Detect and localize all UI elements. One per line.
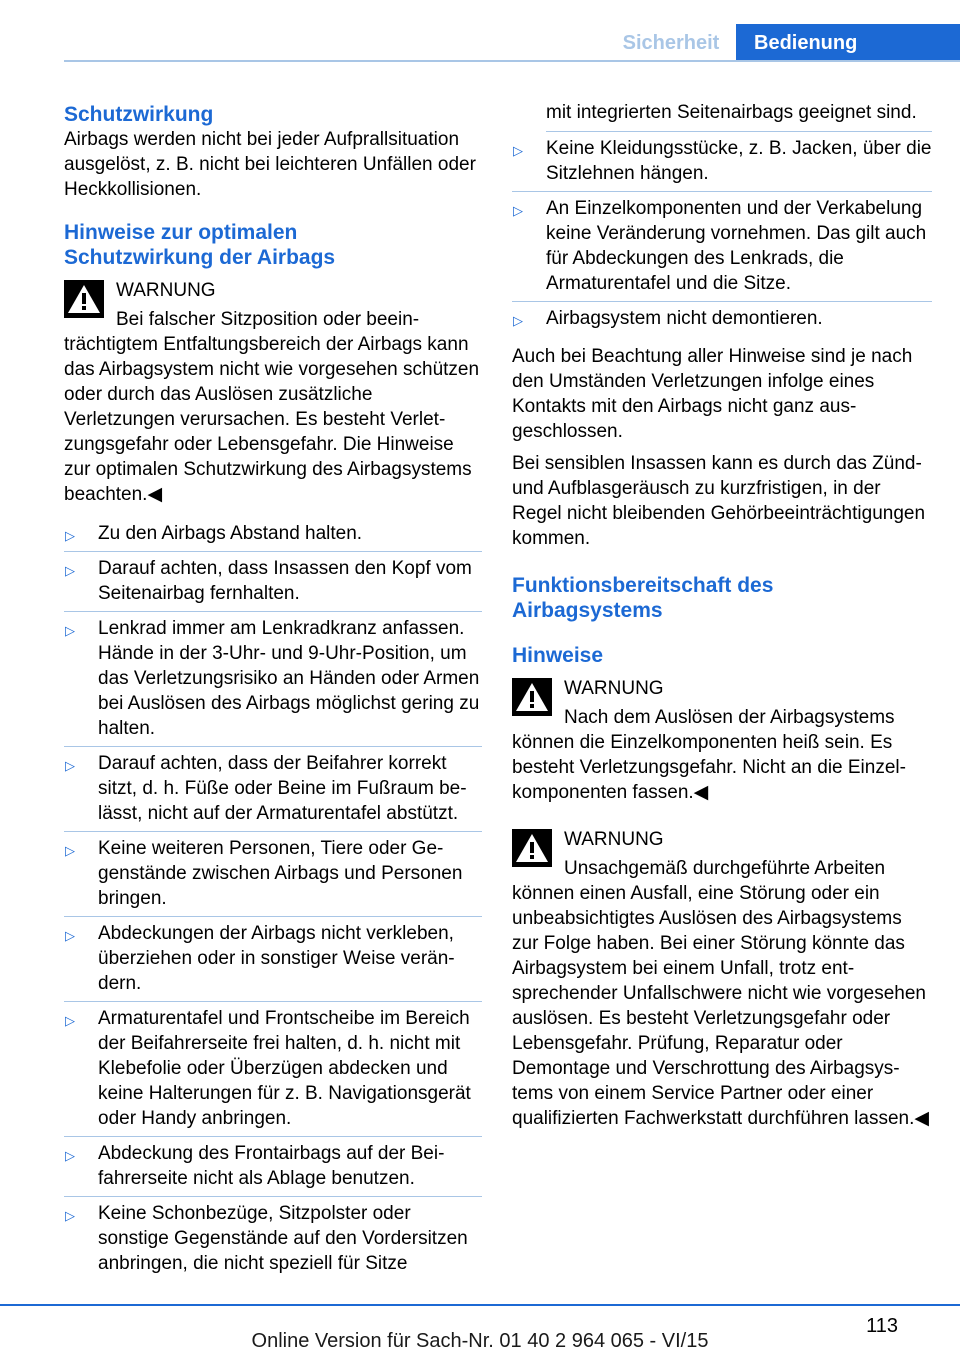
right-column: [512, 100, 932, 1135]
list-item-text: An Einzelkomponenten und der Verkabelung keine Veränderung vornehmen. Das gilt auch für Abdeckungen des Lenkrads, die Armaturentafel und die Sitze.: [546, 198, 927, 294]
list-continuation: mit integrierten Seitenairbags geeignet sind.: [546, 100, 932, 132]
list-item-text: Abdeckung des Frontairbags auf der Beifahrerseite nicht als Ablage benutzen.: [98, 1143, 445, 1189]
list-item: [64, 1002, 482, 1137]
list-item-text: Darauf achten, dass Insassen den Kopf vom Seitenairbag fernhalten.: [98, 558, 472, 604]
list-item-text: Zu den Airbags Abstand halten.: [98, 523, 363, 544]
list-item-text: Lenkrad immer am Lenkradkranz anfassen. Hände in der 3-Uhr- und 9-Uhr-Position, um das Verletzungsrisiko an Händen oder Armen bei Auslösen des Airbags möglichst gering zu halten.: [98, 618, 480, 739]
list-item-text: Abdeckungen der Airbags nicht verkleben, überziehen oder in sonstiger Weise verändern.: [98, 923, 455, 994]
list-item: [64, 552, 482, 612]
online-version-text: Online Version für Sach-Nr. 01 40 2 964 065 - VI/15: [251, 1330, 709, 1352]
list-item-text: Airbagsystem nicht demontieren.: [546, 308, 823, 329]
list-item: [512, 192, 932, 302]
list-item: [512, 132, 932, 192]
hinweise-optimal-heading: [64, 220, 482, 270]
triangle-bullet-icon: ▷: [65, 563, 75, 578]
heading-line-1: Funktionsbereitschaft des: [512, 574, 774, 597]
heading-line-1: Hinweise zur optimalen: [64, 221, 298, 244]
warning-icon: [512, 829, 552, 867]
warning-icon: [512, 678, 552, 716]
heading-line-2: Airbagsystems: [512, 599, 663, 622]
list-item-text: Darauf achten, dass der Beifahrer korrekt sitzt, d. h. Füße oder Beine im Fußraum belässt, nicht auf der Armaturentafel abstützt.: [98, 753, 467, 824]
warning-text: können die Einzelkomponenten heiß sein. Es besteht Verletzungsgefahr. Nicht an die Einzelkomponenten fassen.◀: [512, 732, 906, 803]
triangle-bullet-icon: ▷: [513, 143, 523, 158]
list-item-text: Armaturentafel und Frontscheibe im Bereich der Beifahrerseite frei halten, d. h. nicht mit Klebefolie oder Überzügen abdecken und keine Halterungen für z. B. Navigationsgerät oder Handy anbringen.: [98, 1008, 471, 1129]
warning-label: WARNUNG: [564, 678, 664, 699]
warning-block: [512, 827, 932, 1131]
triangle-bullet-icon: ▷: [65, 843, 75, 858]
paragraph-verletzungen: Auch bei Beachtung aller Hinweise sind je nach den Umständen Verletzungen infolge eines Kontakts mit den Airbags nicht ganz ausgeschlossen.: [512, 346, 913, 442]
schutzwirkung-text: Airbags werden nicht bei jeder Aufprallsituation ausgelöst, z. B. nicht bei leichteren Unfällen oder Heckkollisionen.: [64, 129, 476, 200]
warning-label: WARNUNG: [564, 829, 664, 850]
warning-block: [512, 676, 932, 805]
heading-line-2: Schutzwirkung der Airbags: [64, 246, 336, 269]
list-item: [64, 917, 482, 1002]
page-number: 113: [866, 1315, 898, 1337]
triangle-bullet-icon: ▷: [65, 758, 75, 773]
header-rule: [64, 60, 960, 62]
warning-icon: [64, 280, 104, 318]
triangle-bullet-icon: ▷: [65, 928, 75, 943]
triangle-bullet-icon: ▷: [513, 313, 523, 328]
warning-block: [64, 278, 482, 507]
warning-first-line: Bei falscher Sitzposition oder beein-: [116, 309, 420, 330]
triangle-bullet-icon: ▷: [65, 528, 75, 543]
list-item: [64, 832, 482, 917]
list-item: [512, 302, 932, 336]
warning-label: WARNUNG: [116, 280, 216, 301]
list-item: [64, 517, 482, 552]
warning-first-line: Unsachgemäß durchgeführte Arbeiten: [564, 858, 886, 879]
tab-bedienung[interactable]: Bedienung: [736, 24, 960, 62]
left-column: [64, 100, 482, 1281]
list-item-text: Keine Kleidungsstücke, z. B. Jacken, über die Sitzlehnen hängen.: [546, 138, 932, 184]
warning-text: trächtigtem Entfaltungsbereich der Airbags kann das Airbagsystem nicht wie vorgesehen schützen oder durch das Auslösen zusätzliche Verletzungen verursachen. Es besteht Verletzungsgefahr oder Lebensgefahr. Die Hinweise zur optimalen Schutzwirkung des Airbagsystems beachten.◀: [64, 334, 480, 505]
funktionsbereitschaft-heading: [512, 573, 932, 623]
schutzwirkung-heading: Schutzwirkung: [64, 103, 214, 126]
list-item: [64, 1137, 482, 1197]
list-item: [64, 612, 482, 747]
list-item-text: Keine Schonbezüge, Sitzpolster oder sonstige Gegenstände auf den Vordersitzen anbringen, die nicht speziell für Sitze: [98, 1203, 468, 1274]
warning-first-line: Nach dem Auslösen der Airbagsystems: [564, 707, 895, 728]
triangle-bullet-icon: ▷: [65, 1013, 75, 1028]
footer-rule: [0, 1304, 960, 1306]
hinweise-heading: Hinweise: [512, 644, 604, 667]
triangle-bullet-icon: ▷: [513, 203, 523, 218]
warning-text: können einen Ausfall, eine Störung oder ein unbeabsichtigtes Auslösen des Airbagsystems zur Folge haben. Bei einer Störung könnte das Airbagsystem bei einem Unfall, trotz entsprechender Unfallschwere nicht wie vorgesehen auslösen. Es besteht Verletzungsgefahr oder Lebensgefahr. Prüfung, Reparatur oder Demontage und Verschrottung des Airbagsystems von einem Service Partner oder einer qualifizierten Fachwerkstatt durchführen lassen.◀: [512, 883, 929, 1129]
list-item: [64, 747, 482, 832]
triangle-bullet-icon: ▷: [65, 623, 75, 638]
list-item-text: Keine weiteren Personen, Tiere oder Gegenstände zwischen Airbags und Personen bringen.: [98, 838, 463, 909]
list-item: [64, 1197, 482, 1281]
triangle-bullet-icon: ▷: [65, 1148, 75, 1163]
triangle-bullet-icon: ▷: [65, 1208, 75, 1223]
tab-sicherheit[interactable]: Sicherheit: [622, 32, 720, 54]
paragraph-sensible-insassen: Bei sensiblen Insassen kann es durch das Zünd- und Aufblasgeräusch zu kurzfristigen, in der Regel nicht bleibenden Gehörbeeinträchtigungen kommen.: [512, 453, 926, 549]
continued-list: [512, 132, 932, 336]
hinweise-list: [64, 517, 482, 1281]
